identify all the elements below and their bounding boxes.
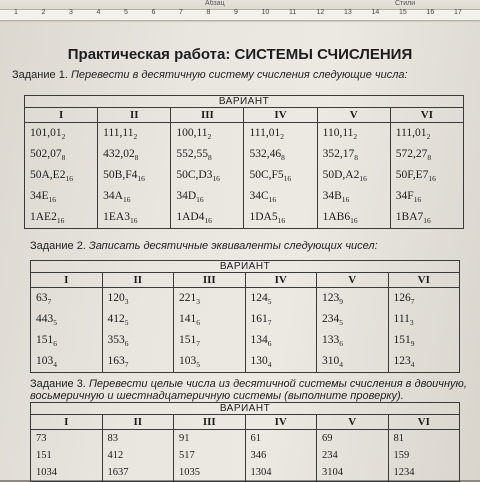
- task1-variant-cell: [317, 123, 390, 229]
- task3-column-header: IV: [245, 415, 317, 430]
- task2-column-header: V: [317, 273, 389, 288]
- number-base: 16: [413, 195, 422, 204]
- number-value: 34E: [30, 190, 49, 202]
- task2-column-header: IV: [245, 273, 317, 288]
- ruler-number: 12: [316, 9, 325, 16]
- task1-variant-cell: [171, 123, 244, 229]
- number-base: 16: [268, 195, 277, 204]
- ruler-number: 16: [426, 9, 435, 16]
- number-value: 141: [179, 313, 197, 325]
- number-base: 5: [124, 318, 129, 327]
- number-value: 100,11: [176, 127, 208, 139]
- number-value: 572,27: [395, 148, 428, 160]
- task1-label: Задание 1.: [12, 69, 68, 81]
- number-value: 412: [107, 313, 125, 325]
- number-value: 221: [179, 292, 197, 304]
- task2-number: [103, 330, 174, 351]
- number-base: 16: [204, 216, 212, 225]
- task2-text: Записать десятичные эквиваленты следующих чисел:: [88, 240, 378, 252]
- task2-number: [317, 351, 388, 372]
- task2-number: [174, 309, 245, 330]
- number-value: 111,11: [103, 127, 134, 139]
- task1-number: [171, 186, 243, 207]
- number-value: 1AB6: [322, 211, 351, 223]
- task3-number: [174, 447, 245, 464]
- task2-number: [31, 309, 102, 330]
- task2-number: [389, 351, 460, 372]
- task2-number: [317, 288, 388, 309]
- task1-number: [391, 123, 463, 144]
- task1-number: [244, 207, 316, 228]
- number-base: 16: [350, 216, 358, 225]
- task2-number: [174, 288, 245, 309]
- number-value: 50D,A2: [322, 169, 360, 181]
- task1-number: [171, 165, 243, 186]
- number-value: 151: [179, 334, 197, 346]
- number-value: 34F: [395, 190, 414, 202]
- task1-number: [98, 144, 170, 165]
- number-value: 1234: [393, 467, 415, 478]
- number-value: 159: [393, 450, 410, 461]
- ruler-number: 2: [41, 9, 46, 16]
- task2-column-header: VI: [388, 273, 460, 288]
- number-value: 1BA7: [395, 211, 424, 223]
- number-base: 7: [267, 318, 272, 327]
- number-value: 50B,F4: [103, 169, 138, 181]
- task2-number: [246, 330, 317, 351]
- number-value: 151: [36, 334, 54, 346]
- task3-number: [317, 464, 388, 481]
- number-value: 120: [107, 292, 125, 304]
- number-base: 6: [196, 318, 200, 327]
- task1-variant-cell: [244, 123, 317, 229]
- number-base: 8: [134, 153, 139, 162]
- number-value: 1034: [36, 467, 57, 478]
- task3-number: [389, 447, 460, 464]
- task2-variant-cell: [31, 288, 103, 373]
- number-value: 111,01: [249, 127, 281, 139]
- number-base: 7: [196, 339, 200, 348]
- ruler-number: 3: [69, 9, 73, 16]
- task1-number: [391, 165, 463, 186]
- number-base: 6: [339, 339, 343, 348]
- task1-heading: [12, 69, 408, 81]
- task1-column-header: V: [317, 108, 390, 123]
- number-base: 8: [61, 153, 66, 162]
- number-value: 133: [322, 334, 340, 346]
- task2-number: [103, 351, 174, 372]
- number-base: 6: [53, 339, 57, 348]
- number-value: 123: [393, 355, 411, 367]
- number-value: 234: [322, 313, 340, 325]
- number-value: 50C,D3: [176, 169, 213, 181]
- task1-number: [98, 165, 170, 186]
- ruler-number: 17: [454, 9, 462, 16]
- task1-number: [25, 123, 97, 144]
- task2-number: [174, 351, 245, 372]
- task2-label: Задание 2.: [30, 240, 86, 252]
- ruler-number: 13: [344, 9, 352, 16]
- number-value: 81: [393, 433, 404, 444]
- task2-variant-cell: [245, 288, 317, 373]
- number-value: 123: [322, 292, 340, 304]
- number-base: 7: [410, 297, 415, 306]
- task3-heading: [30, 378, 467, 402]
- number-base: 7: [47, 297, 52, 306]
- task3-number: [174, 464, 245, 481]
- task1-number: [318, 165, 390, 186]
- task3-variant-cell: [174, 430, 246, 482]
- task2-variant-cell: [102, 288, 174, 373]
- task3-column-header: I: [31, 415, 103, 430]
- task2-column-header: III: [174, 273, 246, 288]
- number-base: 8: [281, 153, 285, 162]
- number-value: 163: [107, 355, 125, 367]
- number-value: 124: [250, 292, 268, 304]
- number-base: 2: [426, 132, 431, 141]
- task3-number: [246, 430, 317, 447]
- number-base: 16: [283, 174, 292, 183]
- number-value: 151: [36, 450, 52, 461]
- task3-number: [174, 430, 245, 447]
- number-base: 16: [196, 195, 204, 204]
- task2-table: [30, 260, 460, 373]
- number-value: 1035: [179, 467, 200, 478]
- task2-number: [389, 330, 460, 351]
- task1-number: [171, 207, 243, 228]
- number-value: 103: [36, 355, 54, 367]
- number-base: 16: [423, 216, 431, 225]
- task3-variant-cell: [245, 430, 317, 482]
- number-value: 111,01: [395, 127, 427, 139]
- number-value: 552,55: [176, 148, 208, 160]
- number-base: 16: [341, 195, 350, 204]
- task3-table: [30, 402, 460, 482]
- task2-number: [31, 330, 102, 351]
- task3-number: [317, 447, 388, 464]
- task2-number: [317, 330, 388, 351]
- number-base: 6: [267, 339, 272, 348]
- task1-number: [391, 186, 463, 207]
- number-base: 16: [212, 174, 220, 183]
- number-value: 1EA3: [103, 211, 130, 223]
- task2-number: [174, 330, 245, 351]
- horizontal-ruler[interactable]: [0, 0, 480, 23]
- task3-text-line1: Перевести целые числа из десятичной системы счисления в двоичную,: [88, 378, 467, 390]
- task1-number: [244, 144, 316, 165]
- task1-number: [391, 207, 463, 228]
- number-base: 3: [409, 318, 414, 327]
- number-base: 16: [65, 174, 73, 183]
- number-value: 50A,E2: [30, 169, 66, 181]
- number-value: 103: [179, 355, 197, 367]
- task2-number: [317, 309, 388, 330]
- ruler-number: 8: [206, 9, 211, 16]
- number-value: 443: [36, 313, 54, 325]
- number-value: 532,46: [249, 148, 282, 160]
- task3-number: [103, 430, 174, 447]
- number-value: 34D: [176, 190, 197, 202]
- number-base: 16: [137, 174, 145, 183]
- number-value: 111: [393, 313, 410, 325]
- task3-column-header: V: [317, 415, 389, 430]
- ruler-number: 1: [14, 9, 18, 16]
- number-base: 2: [61, 132, 66, 141]
- number-base: 16: [428, 174, 436, 183]
- task3-text-line2: восьмеричную и шестнадцатеричную системы (выполните проверку).: [30, 390, 404, 402]
- number-base: 5: [339, 318, 343, 327]
- ruler-number: 10: [261, 9, 270, 16]
- ruler-number: 6: [151, 9, 156, 16]
- number-value: 310: [322, 355, 340, 367]
- task1-number: [391, 144, 463, 165]
- task1-column-header: IV: [244, 108, 317, 123]
- number-base: 4: [410, 360, 415, 369]
- task1-number: [318, 123, 390, 144]
- task3-number: [103, 464, 174, 481]
- ruler-label-paragraph: Абзац: [205, 0, 225, 7]
- number-value: 50C,F5: [249, 169, 284, 181]
- number-value: 234: [322, 450, 338, 461]
- task2-number: [246, 288, 317, 309]
- number-value: 412: [107, 450, 124, 461]
- number-base: 7: [124, 360, 129, 369]
- task1-number: [171, 144, 243, 165]
- number-value: 34C: [249, 190, 269, 202]
- ruler-number: 9: [234, 9, 238, 16]
- number-value: 1AD4: [176, 211, 205, 223]
- number-base: 2: [207, 132, 212, 141]
- number-base: 5: [196, 360, 200, 369]
- number-value: 517: [179, 450, 195, 461]
- number-value: 1AE2: [30, 211, 57, 223]
- task3-label: Задание 3.: [30, 378, 86, 390]
- task3-number: [246, 464, 317, 481]
- number-value: 63: [36, 292, 48, 304]
- number-base: 3: [124, 297, 129, 306]
- number-value: 110,11: [322, 127, 354, 139]
- task2-heading: [30, 240, 378, 252]
- ruler-number: 14: [371, 9, 380, 16]
- number-value: 61: [250, 433, 261, 444]
- task2-column-header: II: [102, 273, 174, 288]
- task3-variant-cell: [388, 430, 460, 482]
- number-value: 151: [393, 334, 411, 346]
- number-base: 4: [339, 360, 343, 369]
- number-value: 130: [250, 355, 268, 367]
- task1-number: [318, 144, 390, 165]
- number-base: 2: [133, 132, 138, 141]
- task1-number: [318, 186, 390, 207]
- task1-number: [25, 207, 97, 228]
- task1-column-header: II: [98, 108, 171, 123]
- ruler-label-styles: Стили: [395, 0, 416, 7]
- task2-number: [389, 309, 460, 330]
- task3-number: [31, 447, 102, 464]
- number-base: 16: [359, 174, 367, 183]
- task1-number: [25, 165, 97, 186]
- task3-number: [31, 430, 102, 447]
- task3-column-header: III: [174, 415, 246, 430]
- number-value: 69: [322, 433, 333, 444]
- number-base: 6: [124, 339, 129, 348]
- number-value: 126: [393, 292, 411, 304]
- task1-variant-cell: [25, 123, 98, 229]
- task3-number: [389, 430, 460, 447]
- ruler-number: 7: [179, 9, 183, 16]
- number-base: 5: [267, 297, 272, 306]
- task1-variant-cell: [98, 123, 171, 229]
- task2-column-header: I: [31, 273, 103, 288]
- number-value: 161: [250, 313, 268, 325]
- task2-number: [31, 351, 102, 372]
- number-base: 16: [122, 195, 131, 204]
- number-value: 346: [250, 450, 267, 461]
- number-base: 4: [53, 360, 57, 369]
- number-base: 4: [267, 360, 272, 369]
- task3-variant-cell: [102, 430, 174, 482]
- task2-number: [103, 309, 174, 330]
- ruler-number: 15: [399, 9, 407, 16]
- task3-number: [389, 464, 460, 481]
- number-base: 8: [207, 153, 212, 162]
- task1-column-header: III: [171, 108, 244, 123]
- task3-column-header: II: [102, 415, 174, 430]
- task2-number: [246, 309, 317, 330]
- task1-number: [244, 123, 316, 144]
- task1-number: [25, 144, 97, 165]
- number-base: 2: [353, 132, 358, 141]
- number-base: 16: [277, 216, 286, 225]
- task3-variant-header: ВАРИАНТ: [31, 403, 460, 415]
- task2-variant-cell: [388, 288, 460, 373]
- task2-number: [246, 351, 317, 372]
- task3-variant-cell: [31, 430, 103, 482]
- number-value: 502,07: [30, 148, 62, 160]
- ruler-number: 4: [96, 9, 101, 16]
- number-base: 16: [56, 216, 65, 225]
- number-value: 1DA5: [249, 211, 278, 223]
- task1-number: [171, 123, 243, 144]
- number-value: 91: [179, 433, 190, 444]
- task2-variant-cell: [317, 288, 389, 373]
- number-base: 3: [196, 297, 200, 306]
- number-value: 134: [250, 334, 268, 346]
- number-base: 8: [427, 153, 432, 162]
- task1-table: [24, 95, 464, 229]
- number-value: 353: [107, 334, 125, 346]
- number-value: 1304: [250, 467, 272, 478]
- number-base: 16: [130, 216, 138, 225]
- number-base: 8: [354, 153, 358, 162]
- ruler-number: 11: [289, 9, 297, 16]
- number-value: 432,02: [103, 148, 135, 160]
- task2-number: [103, 288, 174, 309]
- task1-number: [98, 186, 170, 207]
- task1-number: [318, 207, 390, 228]
- task3-number: [31, 464, 102, 481]
- number-base: 9: [339, 297, 343, 306]
- task2-variant-header: ВАРИАНТ: [31, 261, 460, 273]
- task2-number: [31, 288, 102, 309]
- page-title: Практическая работа: СИСТЕМЫ СЧИСЛЕНИЯ: [67, 46, 413, 63]
- number-value: 352,17: [322, 148, 355, 160]
- number-value: 34B: [322, 190, 342, 202]
- task2-number: [389, 288, 460, 309]
- number-value: 1637: [107, 467, 129, 478]
- number-base: 5: [53, 318, 57, 327]
- number-base: 9: [410, 339, 415, 348]
- task3-number: [103, 447, 174, 464]
- task3-number: [317, 430, 388, 447]
- task2-variant-cell: [174, 288, 246, 373]
- task3-number: [246, 447, 317, 464]
- task1-number: [98, 207, 170, 228]
- task1-variant-cell: [390, 123, 463, 229]
- ruler-number: 5: [124, 9, 128, 16]
- task3-variant-cell: [317, 430, 389, 482]
- task3-column-header: VI: [388, 415, 460, 430]
- task1-column-header: VI: [390, 108, 463, 123]
- number-value: 34A: [103, 190, 123, 202]
- task1-column-header: I: [25, 108, 98, 123]
- number-base: 16: [48, 195, 56, 204]
- number-value: 101,01: [30, 127, 62, 139]
- number-value: 83: [107, 433, 118, 444]
- task1-variant-header: ВАРИАНТ: [25, 96, 464, 108]
- task1-number: [98, 123, 170, 144]
- number-value: 50F,E7: [395, 169, 429, 181]
- task1-number: [244, 165, 316, 186]
- number-value: 3104: [322, 467, 343, 478]
- number-value: 73: [36, 433, 47, 444]
- task1-number: [244, 186, 316, 207]
- number-base: 2: [280, 132, 284, 141]
- task1-number: [25, 186, 97, 207]
- task1-text: Перевести в десятичную систему счисления следующие числа:: [70, 69, 408, 81]
